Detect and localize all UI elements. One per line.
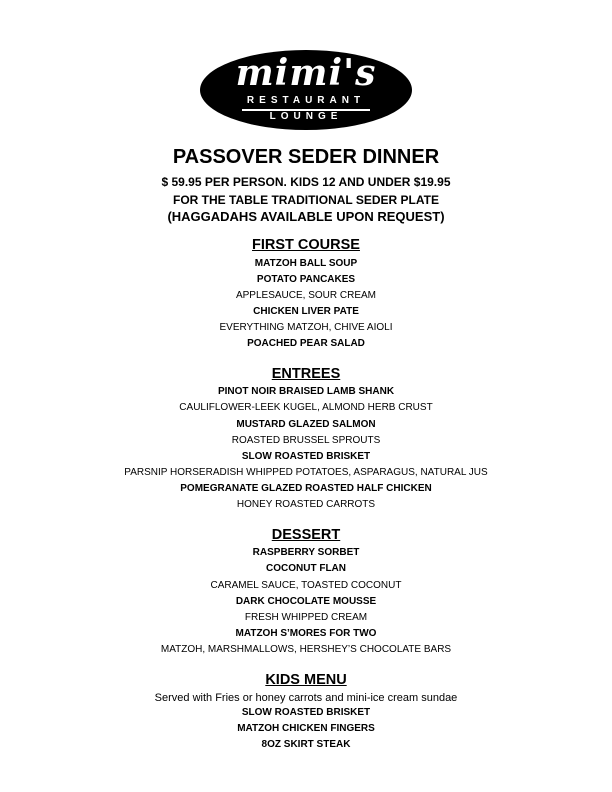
menu-item-description: CAULIFLOWER-LEEK KUGEL, ALMOND HERB CRUST (179, 402, 433, 413)
logo-restaurant: RESTAURANT (246, 95, 366, 106)
section-title-first-course: FIRST COURSE (252, 237, 360, 253)
menu-title: PASSOVER SEDER DINNER (172, 146, 440, 168)
logo-name: mimi's (235, 52, 377, 94)
menu-item: 8OZ SKIRT STEAK (261, 739, 351, 750)
menu-item: POACHED PEAR SALAD (247, 338, 365, 349)
menu-item-description: HONEY ROASTED CARROTS (236, 499, 376, 510)
menu-item-description: EVERYTHING MATZOH, CHIVE AIOLI (219, 322, 393, 333)
section-title-kids-menu: KIDS MENU (265, 672, 347, 688)
menu-item-description: FRESH WHIPPED CREAM (244, 612, 368, 623)
section-title-dessert: DESSERT (271, 527, 341, 543)
menu-item: MATZOH S’MORES FOR TWO (235, 628, 377, 639)
menu-item: CHICKEN LIVER PATE (253, 306, 359, 317)
menu-item: MATZOH BALL SOUP (254, 258, 358, 269)
menu-item: COCONUT FLAN (266, 563, 346, 574)
menu-item-description: CARAMEL SAUCE, TOASTED COCONUT (210, 580, 402, 591)
menu-item: MUSTARD GLAZED SALMON (236, 419, 376, 430)
menu-item-description: MATZOH, MARSHMALLOWS, HERSHEY’S CHOCOLATE BARS (160, 644, 452, 655)
menu-item: PINOT NOIR BRAISED LAMB SHANK (217, 386, 395, 397)
menu-item: SLOW ROASTED BRISKET (241, 451, 371, 462)
menu-item: SLOW ROASTED BRISKET (241, 707, 371, 718)
menu-item: RASPBERRY SORBET (252, 547, 360, 558)
menu-item: MATZOH CHICKEN FINGERS (237, 723, 375, 734)
menu-item: POMEGRANATE GLAZED ROASTED HALF CHICKEN (180, 483, 432, 494)
haggadah-line: (HAGGADAHS AVAILABLE UPON REQUEST) (167, 209, 445, 224)
menu-item-description: ROASTED BRUSSEL SPROUTS (231, 435, 381, 446)
seder-plate-line: FOR THE TABLE TRADITIONAL SEDER PLATE (173, 193, 439, 207)
menu-item-description: APPLESAUCE, SOUR CREAM (235, 290, 377, 301)
menu-item: DARK CHOCOLATE MOUSSE (235, 596, 377, 607)
kids-menu-note: Served with Fries or honey carrots and mini-ice cream sundae (154, 692, 458, 704)
price-line: $ 59.95 PER PERSON. KIDS 12 AND UNDER $19.95 (161, 175, 451, 189)
section-title-entrees: ENTREES (271, 366, 341, 382)
restaurant-logo (200, 50, 412, 130)
menu-item-description: PARSNIP HORSERADISH WHIPPED POTATOES, ASPARAGUS, NATURAL JUS (124, 467, 488, 478)
menu-item: POTATO PANCAKES (256, 274, 356, 285)
logo-lounge: LOUNGE (269, 111, 343, 122)
